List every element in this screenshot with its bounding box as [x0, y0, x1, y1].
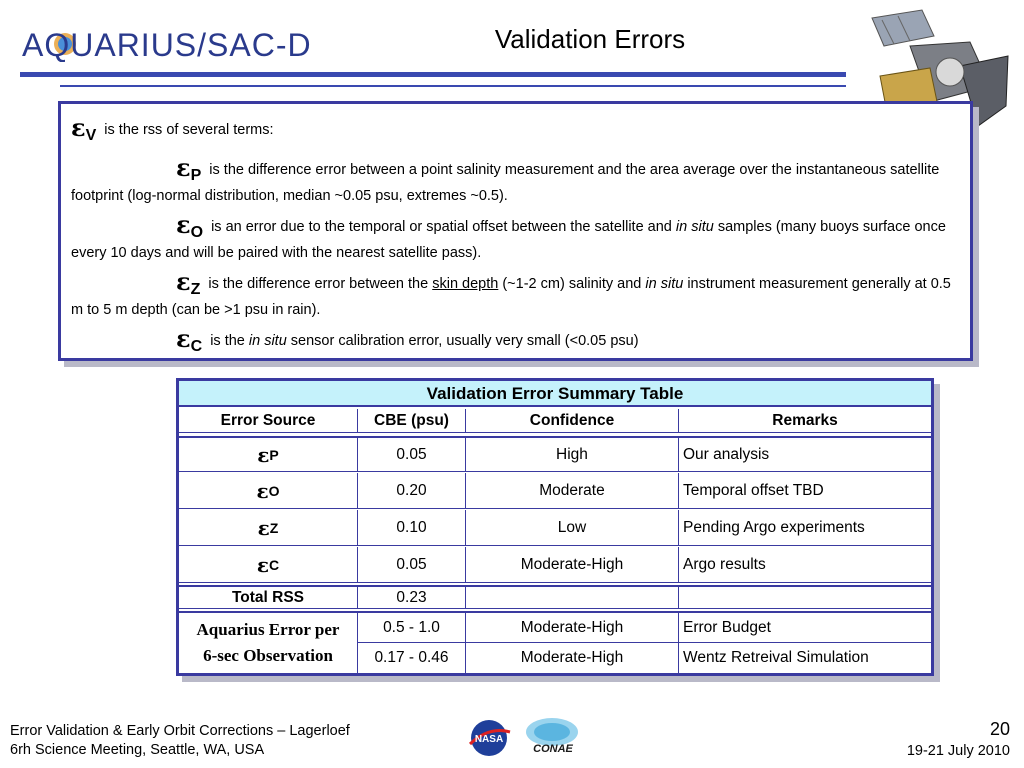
header-divider-thin [60, 85, 846, 87]
definition-text: sensor calibration error, usually very small (<0.05 psu) [286, 333, 639, 349]
cbe-cell: 0.17 - 0.46 [358, 643, 466, 673]
svg-text:NASA: NASA [474, 734, 504, 745]
definition-item-o [71, 210, 958, 263]
table-row [179, 436, 931, 472]
aquarius-error-block [179, 611, 931, 673]
epsilon-symbol: ε [176, 210, 191, 239]
confidence-cell: Moderate-High [466, 547, 679, 582]
logo-text: AQUARIUS/SAC-D [22, 27, 312, 62]
footer-line-2: 6rh Science Meeting, Seattle, WA, USA [10, 742, 265, 758]
remarks-cell [679, 587, 931, 608]
remarks-cell: Error Budget [683, 618, 771, 636]
definition-item-z [71, 267, 958, 320]
definition-italic: in situ [675, 219, 714, 235]
epsilon-subscript: P [190, 167, 202, 184]
footer-line-1: Error Validation & Early Orbit Corrections – Lagerloef [10, 723, 350, 739]
aquarius-error-label: Aquarius Error per 6-sec Observation [179, 613, 358, 673]
confidence-cell: Moderate-High [466, 613, 679, 642]
definition-underline: skin depth [432, 276, 499, 292]
epsilon-subscript: O [190, 224, 204, 241]
definition-text: instrument measurement generally at 0.5 m to 5 m depth (can be >1 psu in rain). [71, 276, 951, 318]
footer-logos [466, 716, 584, 760]
table-row [358, 613, 931, 643]
definition-italic: in situ [645, 276, 684, 292]
column-header: Confidence [466, 409, 679, 432]
definition-text: samples (many buoys surface once every 10 days and will be paired with the nearest satellite pass). [71, 219, 946, 261]
confidence-cell [466, 587, 679, 608]
error-source-cell: ε O [179, 473, 358, 508]
cbe-cell: 0.20 [358, 473, 466, 508]
nasa-logo-icon [466, 718, 512, 758]
epsilon-symbol: ε [176, 324, 191, 353]
confidence-cell: High [466, 438, 679, 471]
table-title: Validation Error Summary Table [179, 381, 931, 407]
confidence-cell: Moderate [466, 473, 679, 508]
conae-logo-icon [522, 716, 584, 760]
footer-citation [10, 722, 350, 760]
epsilon-subscript: V [85, 127, 97, 144]
remarks-cell: Temporal offset TBD [683, 481, 824, 499]
error-source-cell: ε Z [179, 510, 358, 545]
slide-title: Validation Errors [494, 24, 686, 54]
remarks-cell: Argo results [683, 555, 766, 573]
epsilon-symbol: ε [176, 267, 191, 296]
epsilon-subscript: Z [190, 281, 201, 298]
table-row [358, 643, 931, 673]
definition-item-c [71, 324, 958, 357]
cbe-cell: 0.05 [358, 547, 466, 582]
table-total-row [179, 585, 931, 609]
definition-main [71, 113, 958, 146]
footer-meta [907, 718, 1010, 762]
page-number: 20 [989, 719, 1010, 739]
definition-text: is the difference error between the [208, 276, 433, 292]
column-header: Error Source [179, 409, 358, 432]
epsilon-subscript: C [190, 338, 203, 355]
remarks-cell: Pending Argo experiments [683, 518, 865, 536]
table-header-row [179, 409, 931, 433]
header-divider [20, 72, 846, 77]
column-header: Remarks [772, 411, 838, 429]
cbe-cell: 0.5 - 1.0 [358, 613, 466, 642]
error-source-cell: ε C [179, 547, 358, 582]
svg-text:CONAE: CONAE [533, 743, 573, 755]
table-row [179, 510, 931, 546]
remarks-cell: Our analysis [683, 445, 770, 463]
validation-error-summary-table [176, 378, 934, 676]
cbe-cell: 0.05 [358, 438, 466, 471]
epsilon-symbol: ε [176, 153, 191, 182]
footer-date: 19-21 July 2010 [906, 743, 1010, 759]
definition-text: is the rss of several terms: [104, 122, 274, 138]
error-source-cell: ε P [179, 438, 358, 471]
cbe-cell: 0.23 [358, 587, 466, 608]
confidence-cell: Moderate-High [466, 643, 679, 673]
definition-text: (~1-2 cm) salinity and [498, 276, 646, 292]
error-definitions-box [58, 101, 973, 361]
cbe-cell: 0.10 [358, 510, 466, 545]
definition-text: is the difference error between a point salinity measurement and the area average over the instantaneous satellite footprint (log-normal distribution, median ~0.05 psu, extremes ~0.5). [71, 162, 940, 204]
definition-italic: in situ [248, 333, 287, 349]
table-row [179, 473, 931, 509]
table-row [179, 547, 931, 583]
aquarius-sacd-logo [20, 26, 320, 62]
column-header: CBE (psu) [358, 409, 466, 432]
definition-text: is the [210, 333, 249, 349]
confidence-cell: Low [466, 510, 679, 545]
total-label: Total RSS [179, 587, 358, 608]
definition-item-p [71, 153, 958, 206]
epsilon-symbol: ε [71, 113, 86, 142]
definition-text: is an error due to the temporal or spatial offset between the satellite and [211, 219, 676, 235]
remarks-cell: Wentz Retreival Simulation [683, 649, 869, 666]
